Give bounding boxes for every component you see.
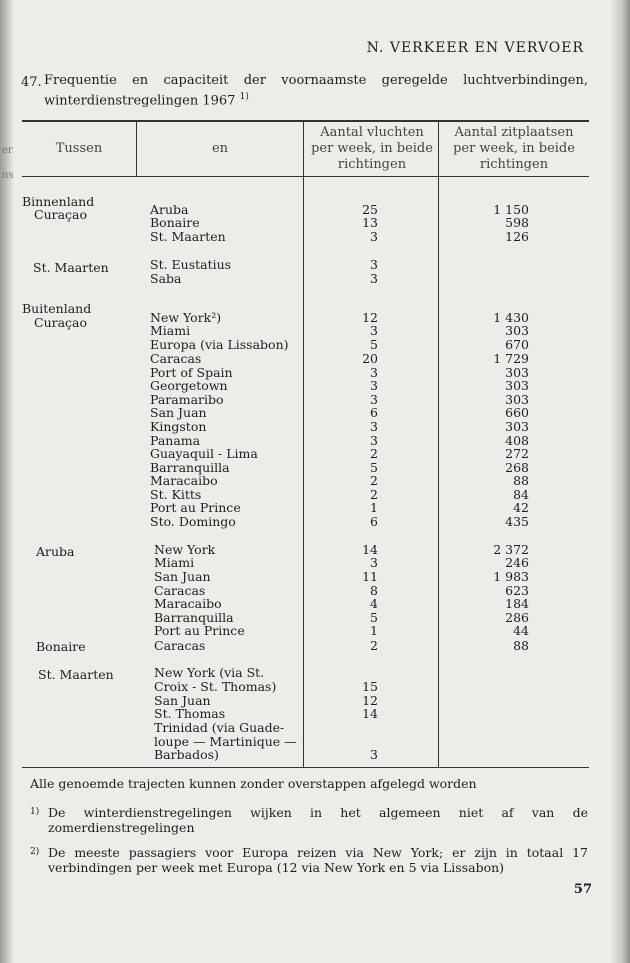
footnote-1: De winterdienstregelingen wijken in het algemeen niet af van de zomerdienstregelingen bbox=[48, 805, 588, 835]
row-flights: 11 bbox=[362, 569, 378, 584]
row-seats: 303 bbox=[505, 419, 529, 434]
row-destination: St. Thomas bbox=[154, 706, 226, 721]
row-flights: 6 bbox=[370, 405, 378, 420]
row-flights: 1 bbox=[370, 500, 378, 515]
column-divider bbox=[438, 121, 439, 767]
footnote-2: De meeste passagiers voor Europa reizen via New York; er zijn in totaal 17 verbindingen per week met Europa (12 via New York en 5 via Lissabon) bbox=[48, 845, 588, 875]
group-label: Aruba bbox=[36, 544, 75, 559]
table-note: Alle genoemde trajecten kunnen zonder overstappen afgelegd worden bbox=[30, 776, 477, 791]
row-flights: 6 bbox=[370, 514, 378, 529]
group-label: Curaçao bbox=[34, 315, 88, 330]
row-destination: Guayaquil - Lima bbox=[150, 446, 258, 461]
row-seats: 1 430 bbox=[493, 310, 529, 325]
row-seats: 660 bbox=[505, 405, 529, 420]
row-flights: 5 bbox=[370, 460, 378, 475]
page-edge bbox=[610, 0, 630, 963]
margin-mark: er bbox=[2, 145, 13, 156]
group-label: Curaçao bbox=[34, 207, 88, 222]
group-label: Buitenland bbox=[22, 301, 92, 316]
row-destination: Caracas bbox=[150, 351, 202, 366]
row-seats: 408 bbox=[505, 433, 529, 448]
row-flights: 20 bbox=[362, 351, 378, 366]
row-destination: Port au Prince bbox=[150, 500, 241, 515]
row-destination: loupe — Martinique — bbox=[154, 734, 297, 749]
row-destination: Caracas bbox=[154, 583, 206, 598]
row-destination: Barbados) bbox=[154, 747, 219, 762]
row-seats: 286 bbox=[505, 610, 529, 625]
row-destination: New York bbox=[154, 542, 216, 557]
row-destination: Port of Spain bbox=[150, 365, 233, 380]
row-destination: Port au Prince bbox=[154, 623, 245, 638]
row-flights: 2 bbox=[370, 487, 378, 502]
row-seats: 44 bbox=[513, 623, 529, 638]
footnote-mark: 1) bbox=[30, 807, 40, 817]
row-flights: 25 bbox=[362, 202, 378, 217]
column-header-seats: Aantal zitplaatsen per week, in beide richtingen bbox=[453, 125, 575, 172]
row-destination: Georgetown bbox=[150, 378, 228, 393]
row-destination: San Juan bbox=[150, 405, 207, 420]
row-flights: 3 bbox=[370, 555, 378, 570]
group-label: Binnenland bbox=[22, 194, 95, 209]
row-seats: 88 bbox=[513, 638, 529, 653]
table-bottom-rule bbox=[22, 767, 589, 768]
row-seats: 670 bbox=[505, 337, 529, 352]
header-rule bbox=[22, 176, 589, 177]
row-destination: San Juan bbox=[154, 569, 211, 584]
row-destination: New York (via St. bbox=[154, 665, 265, 680]
row-flights: 14 bbox=[362, 542, 378, 557]
row-seats: 303 bbox=[505, 378, 529, 393]
row-destination: Saba bbox=[150, 271, 182, 286]
row-seats: 1 150 bbox=[493, 202, 529, 217]
column-divider bbox=[303, 121, 304, 767]
row-destination: Caracas bbox=[154, 638, 206, 653]
row-flights: 12 bbox=[362, 310, 378, 325]
row-destination: Miami bbox=[154, 555, 195, 570]
row-seats: 246 bbox=[505, 555, 529, 570]
row-flights: 3 bbox=[370, 271, 378, 286]
table-number: 47. bbox=[21, 75, 42, 90]
row-destination: Aruba bbox=[150, 202, 189, 217]
row-seats: 126 bbox=[505, 229, 529, 244]
column-header-tussen: Tussen bbox=[55, 141, 103, 156]
row-flights: 3 bbox=[370, 257, 378, 272]
row-destination: New York²) bbox=[150, 310, 222, 325]
row-flights: 2 bbox=[370, 446, 378, 461]
row-destination: St. Eustatius bbox=[150, 257, 232, 272]
row-seats: 303 bbox=[505, 323, 529, 338]
running-header: N. VERKEER EN VERVOER bbox=[366, 40, 584, 56]
row-flights: 8 bbox=[370, 583, 378, 598]
row-destination: Kingston bbox=[150, 419, 207, 434]
row-seats: 598 bbox=[505, 215, 529, 230]
group-label: St. Maarten bbox=[38, 667, 114, 682]
row-destination: Maracaibo bbox=[150, 473, 218, 488]
row-seats: 303 bbox=[505, 392, 529, 407]
row-destination: Barranquilla bbox=[150, 460, 230, 475]
column-header-flights: Aantal vluchten per week, in beide richtingen bbox=[311, 125, 433, 172]
footnote-mark: 2) bbox=[30, 847, 40, 857]
row-seats: 303 bbox=[505, 365, 529, 380]
margin-mark: ns bbox=[2, 170, 14, 181]
group-label: St. Maarten bbox=[33, 260, 109, 275]
row-flights: 3 bbox=[370, 433, 378, 448]
row-destination: Barranquilla bbox=[154, 610, 234, 625]
page-number: 57 bbox=[573, 882, 592, 897]
row-seats: 268 bbox=[505, 460, 529, 475]
row-seats: 84 bbox=[513, 487, 529, 502]
row-flights: 15 bbox=[362, 679, 378, 694]
row-destination: Bonaire bbox=[150, 215, 200, 230]
row-seats: 184 bbox=[505, 596, 529, 611]
table-top-rule bbox=[22, 120, 589, 122]
row-flights: 3 bbox=[370, 229, 378, 244]
row-flights: 3 bbox=[370, 365, 378, 380]
row-seats: 272 bbox=[505, 446, 529, 461]
row-flights: 14 bbox=[362, 706, 378, 721]
row-destination: Europa (via Lissabon) bbox=[150, 337, 289, 352]
row-destination: St. Maarten bbox=[150, 229, 226, 244]
row-destination: Panama bbox=[150, 433, 201, 448]
row-flights: 4 bbox=[370, 596, 378, 611]
row-flights: 3 bbox=[370, 419, 378, 434]
row-flights: 13 bbox=[362, 215, 378, 230]
row-flights: 2 bbox=[370, 638, 378, 653]
row-destination: San Juan bbox=[154, 693, 211, 708]
row-seats: 435 bbox=[505, 514, 529, 529]
row-seats: 42 bbox=[513, 500, 529, 515]
row-destination: Paramaribo bbox=[150, 392, 224, 407]
row-destination: Miami bbox=[150, 323, 191, 338]
row-destination: Croix - St. Thomas) bbox=[154, 679, 277, 694]
row-flights: 3 bbox=[370, 323, 378, 338]
row-destination: Sto. Domingo bbox=[150, 514, 236, 529]
row-flights: 3 bbox=[370, 378, 378, 393]
row-destination: Maracaibo bbox=[154, 596, 222, 611]
row-destination: St. Kitts bbox=[150, 487, 202, 502]
row-destination: Trinidad (via Guade- bbox=[154, 720, 285, 735]
row-flights: 3 bbox=[370, 747, 378, 762]
row-seats: 623 bbox=[505, 583, 529, 598]
row-seats: 1 729 bbox=[493, 351, 529, 366]
row-flights: 2 bbox=[370, 473, 378, 488]
row-flights: 5 bbox=[370, 610, 378, 625]
row-seats: 88 bbox=[513, 473, 529, 488]
row-flights: 1 bbox=[370, 623, 378, 638]
row-flights: 12 bbox=[362, 693, 378, 708]
group-label: Bonaire bbox=[36, 639, 86, 654]
row-flights: 5 bbox=[370, 337, 378, 352]
row-seats: 2 372 bbox=[493, 542, 529, 557]
row-seats: 1 983 bbox=[493, 569, 529, 584]
table-title: Frequentie en capaciteit der voornaamste geregelde luchtverbindingen, winterdienstregelingen 1967 $^{1)}$ bbox=[44, 73, 588, 109]
row-flights: 3 bbox=[370, 392, 378, 407]
column-header-en: en bbox=[211, 141, 229, 156]
